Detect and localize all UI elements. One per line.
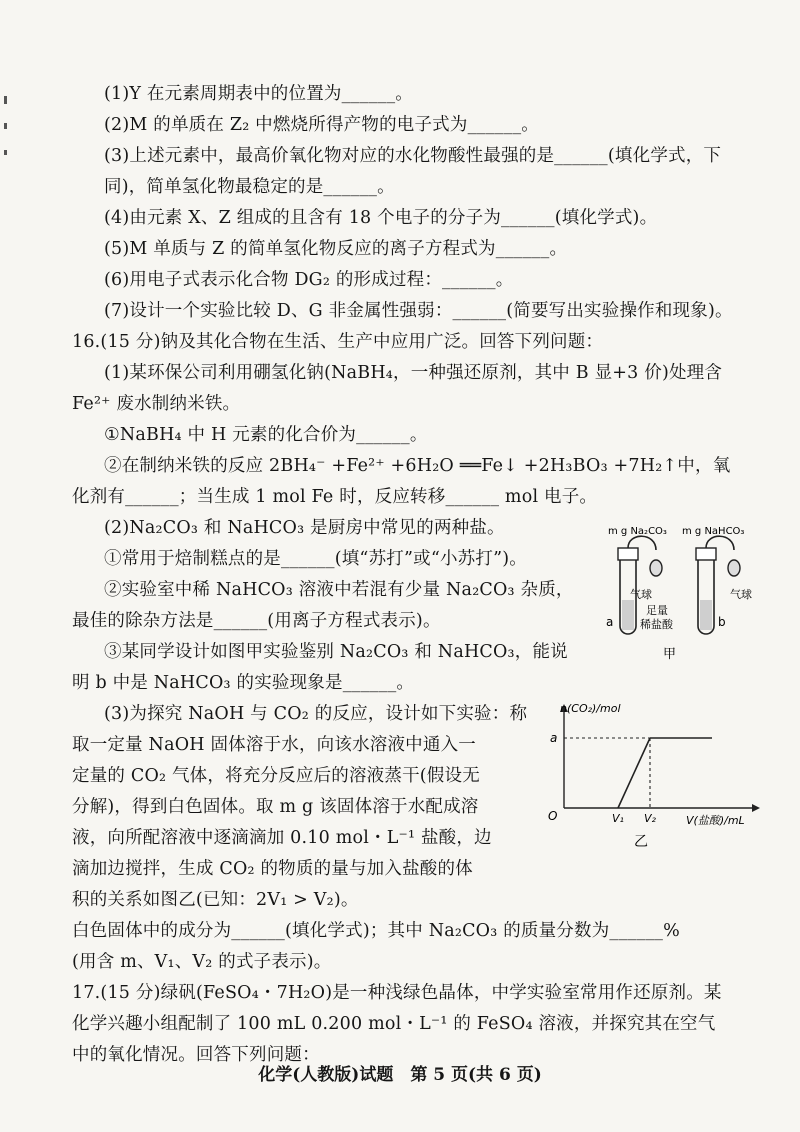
x-axis-label: V(盐酸)/mL bbox=[686, 814, 745, 827]
q17-line3: 中的氧化情况。回答下列问题： bbox=[72, 1045, 320, 1065]
label-na2co3: m g Na₂CO₃ bbox=[608, 526, 667, 537]
origin-label: O bbox=[548, 809, 558, 823]
tube-b-stopper bbox=[696, 548, 716, 560]
balloon-left-label: 气球 bbox=[630, 588, 652, 601]
q16-part1-line1: (1)某环保公司利用硼氢化钠(NaBH₄，一种强还原剂，其中 B 显+3 价)处理含 bbox=[104, 363, 723, 383]
binding-mark bbox=[4, 123, 7, 129]
x-axis-arrow bbox=[752, 804, 760, 812]
q15-item-4: (4)由元素 X、Z 组成的且含有 18 个电子的分子为______(填化学式)。 bbox=[104, 208, 658, 228]
q15-item-3: (3)上述元素中，最高价氧化物对应的水化物酸性最强的是______(填化学式，下 bbox=[104, 146, 722, 166]
q16-part1-sub2: ②在制纳米铁的反应 2BH₄⁻ +Fe²⁺ +6H₂O ══Fe↓ +2H₃BO₃ +7H₂↑中，氧 bbox=[104, 456, 731, 476]
q15-item-1: (1)Y 在元素周期表中的位置为______。 bbox=[104, 84, 414, 104]
q16-part2-sub2-cont: 最佳的除杂方法是______(用离子方程式表示)。 bbox=[72, 611, 441, 631]
acid-label-2: 稀盐酸 bbox=[640, 618, 673, 631]
q16-part3-line6: 滴加边搅拌，生成 CO₂ 的物质的量与加入盐酸的体 bbox=[72, 859, 473, 879]
acid-in-tube-b bbox=[700, 600, 712, 630]
q16-part3-line7: 积的关系如图乙(已知：2V₁ > V₂)。 bbox=[72, 890, 359, 910]
q16-part1-sub2-cont: 化剂有______；当生成 1 mol Fe 时，反应转移______ mol 电子。 bbox=[72, 487, 598, 507]
balloon-right-label: 气球 bbox=[730, 588, 752, 601]
q16-part1-sub1: ①NaBH₄ 中 H 元素的化合价为______。 bbox=[104, 425, 428, 445]
figure-yi-graph bbox=[534, 696, 764, 856]
q17-heading: 17.(15 分)绿矾(FeSO₄・7H₂O)是一种浅绿色晶体，中学实验室常用作还原剂。某 bbox=[72, 983, 722, 1003]
balloon-a bbox=[650, 560, 662, 576]
q16-part3-line3: 定量的 CO₂ 气体，将充分反应后的溶液蒸干(假设无 bbox=[72, 766, 480, 786]
q15-item-5: (5)M 单质与 Z 的简单氢化物反应的离子方程式为______。 bbox=[104, 239, 568, 259]
rising-line bbox=[618, 738, 650, 808]
q15-item-2: (2)M 的单质在 Z₂ 中燃烧所得产物的电子式为______。 bbox=[104, 115, 539, 135]
q15-item-6: (6)用电子式表示化合物 DG₂ 的形成过程：______。 bbox=[104, 270, 514, 290]
q15-item-7: (7)设计一个实验比较 D、G 非金属性强弱：______(简要写出实验操作和现象)。 bbox=[104, 301, 733, 321]
label-nahco3: m g NaHCO₃ bbox=[682, 526, 745, 537]
tube-a-stopper bbox=[618, 548, 638, 560]
q16-part3-line5: 液，向所配溶液中逐滴滴加 0.10 mol・L⁻¹ 盐酸，边 bbox=[72, 828, 492, 848]
q16-part3-line2: 取一定量 NaOH 固体溶于水，向该水溶液中通入一 bbox=[72, 735, 476, 755]
q16-part1-line2: Fe²⁺ 废水制纳米铁。 bbox=[72, 394, 241, 414]
q17-line2: 化学兴趣小组配制了 100 mL 0.200 mol・L⁻¹ 的 FeSO₄ 溶液，并探究其在空气 bbox=[72, 1014, 716, 1034]
figure-jia-apparatus bbox=[594, 522, 764, 672]
q16-part3-line9: (用含 m、V₁、V₂ 的式子表示)。 bbox=[72, 952, 332, 972]
y-axis-label: n(CO₂)/mol bbox=[560, 702, 621, 715]
q16-part2-sub1: ①常用于焙制糕点的是______(填“苏打”或“小苏打”)。 bbox=[104, 549, 527, 569]
tube-a-label: a bbox=[606, 615, 614, 629]
q16-part2-sub3: ③某同学设计如图甲实验鉴别 Na₂CO₃ 和 NaHCO₃，能说 bbox=[104, 642, 568, 662]
v1-label: V₁ bbox=[612, 812, 624, 825]
balloon-b bbox=[728, 560, 740, 576]
q16-part2-sub2: ②实验室中稀 NaHCO₃ 溶液中若混有少量 Na₂CO₃ 杂质， bbox=[104, 580, 574, 600]
figure-jia-svg bbox=[594, 522, 764, 672]
q16-part3-line1: (3)为探究 NaOH 与 CO₂ 的反应，设计如下实验：称 bbox=[104, 704, 528, 724]
q16-part2-sub3-cont: 明 b 中是 NaHCO₃ 的实验现象是______。 bbox=[72, 673, 415, 693]
q15-item-3-cont: 同)，简单氢化物最稳定的是______。 bbox=[104, 177, 395, 197]
figure-yi-svg bbox=[534, 696, 764, 856]
acid-in-tube-a bbox=[622, 600, 634, 630]
acid-label-1: 足量 bbox=[646, 604, 668, 617]
binding-mark bbox=[4, 96, 7, 104]
figure-yi-caption: 乙 bbox=[634, 834, 648, 850]
q16-part2-line1: (2)Na₂CO₃ 和 NaHCO₃ 是厨房中常见的两种盐。 bbox=[104, 518, 505, 538]
q16-heading: 16.(15 分)钠及其化合物在生活、生产中应用广泛。回答下列问题： bbox=[72, 332, 604, 352]
v2-label: V₂ bbox=[644, 812, 656, 825]
q16-part3-line8: 白色固体中的成分为______(填化学式)；其中 Na₂CO₃ 的质量分数为______% bbox=[72, 921, 680, 941]
tube-b-label: b bbox=[718, 615, 726, 629]
page-footer: 化学(人教版)试题 第 5 页(共 6 页) bbox=[258, 1065, 542, 1085]
q16-part3-line4: 分解)，得到白色固体。取 m g 该固体溶于水配成溶 bbox=[72, 797, 479, 817]
binding-mark bbox=[4, 150, 7, 155]
figure-jia-caption: 甲 bbox=[663, 647, 677, 662]
a-label: a bbox=[550, 731, 558, 745]
